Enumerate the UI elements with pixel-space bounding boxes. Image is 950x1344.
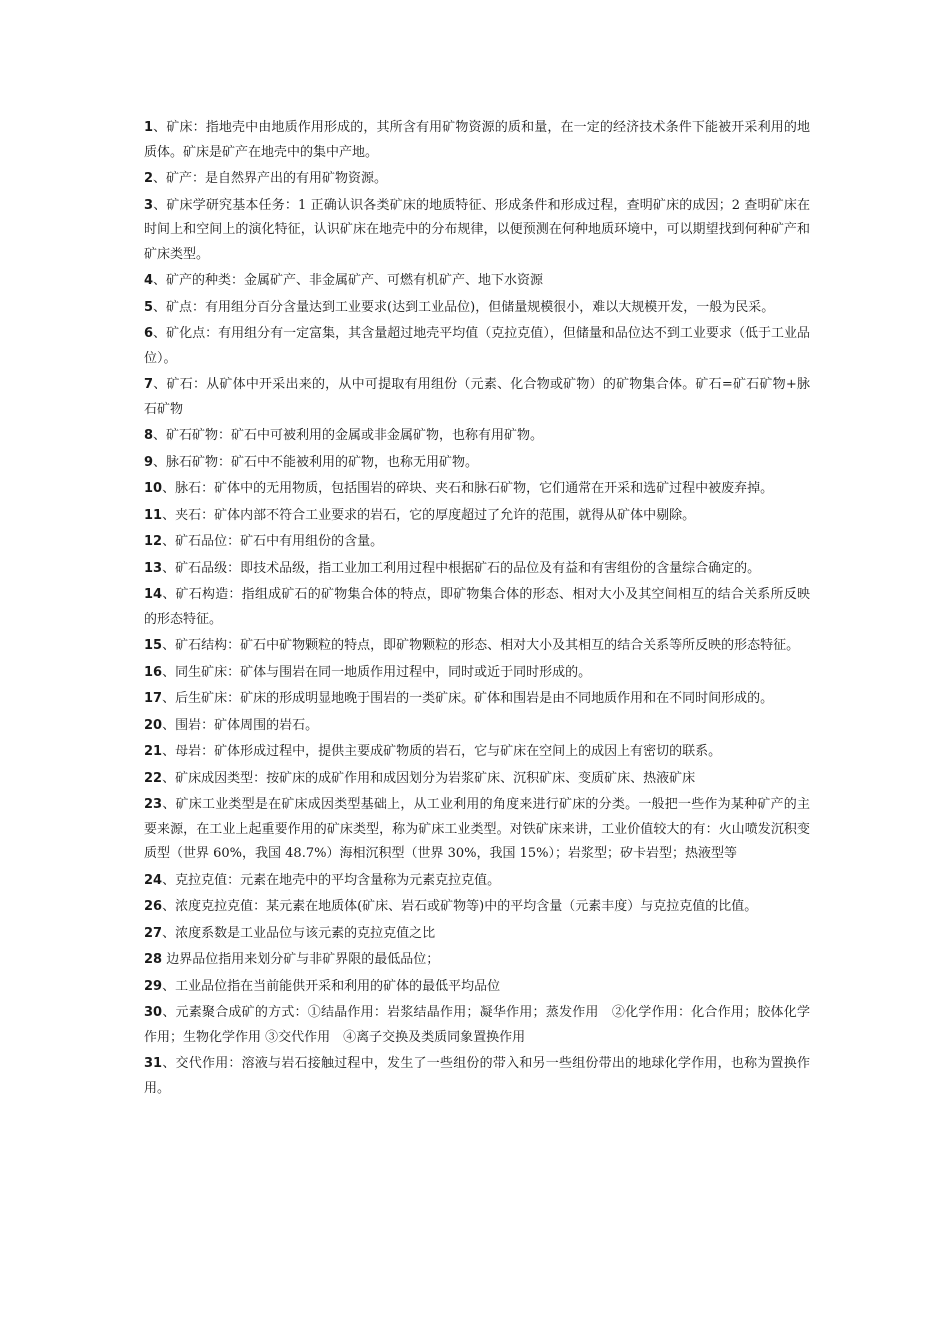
definition-entry — [144, 296, 810, 321]
entry-number: 4 — [144, 273, 154, 288]
entry-text: 、浓度系数是工业品位与该元素的克拉克值之比 — [162, 925, 436, 941]
entry-number: 23 — [144, 797, 163, 812]
definition-entry — [144, 322, 810, 371]
definition-entry — [144, 167, 810, 192]
entry-text: 、矿床成因类型：按矿床的成矿作用和成因划分为岩浆矿床、沉积矿床、变质矿床、热液矿床 — [162, 770, 696, 786]
entry-text: 、矿石品级：即技术品级，指工业加工利用过程中根据矿石的品位及有益和有害组份的含量综合确定的。 — [162, 560, 761, 576]
definition-entry — [144, 451, 810, 476]
entry-number: 30 — [144, 1005, 163, 1020]
entry-text: 、矿石构造：指组成矿石的矿物集合体的特点，即矿物集合体的形态、相对大小及其空间相互的结合关系所反映的形态特征。 — [144, 587, 810, 627]
entry-text: 、矿产：是自然界产出的有用矿物资源。 — [153, 171, 388, 186]
definition-entry — [144, 975, 810, 1000]
entry-number: 17 — [144, 691, 163, 706]
entry-text: 、浓度克拉克值：某元素在地质体(矿床、岩石或矿物等)中的平均含量（元素丰度）与克拉克值的比值。 — [162, 899, 758, 914]
entry-text: 、交代作用：溶液与岩石接触过程中，发生了一些组份的带入和另一些组份带出的地球化学作用，也称为置换作用。 — [144, 1056, 810, 1096]
entry-text: 、同生矿床：矿体与围岩在同一地质作用过程中，同时或近于同时形成的。 — [162, 664, 592, 680]
definition-entry — [144, 116, 810, 165]
entry-number: 16 — [144, 664, 163, 680]
entry-number: 22 — [144, 770, 163, 786]
entry-text: 、矿床：指地壳中由地质作用形成的，其所含有用矿物资源的质和量，在一定的经济技术条件下能被开采利用的地质体。矿床是矿产在地壳中的集中产地。 — [144, 120, 810, 160]
entry-number: 9 — [144, 454, 154, 470]
entry-text: 、夹石：矿体内部不符合工业要求的岩石，它的厚度超过了允许的范围，就得从矿体中剔除。 — [162, 507, 696, 523]
definition-entry — [144, 194, 810, 268]
definition-entry — [144, 869, 810, 894]
entry-number: 27 — [144, 925, 163, 941]
definition-entry — [144, 687, 810, 712]
entry-number: 14 — [144, 587, 163, 602]
entry-number: 10 — [144, 481, 163, 496]
definition-entry — [144, 269, 810, 294]
entry-number: 11 — [144, 507, 163, 523]
entry-number: 7 — [144, 377, 154, 392]
entry-text: 、克拉克值：元素在地壳中的平均含量称为元素克拉克值。 — [162, 872, 501, 888]
entry-number: 12 — [144, 534, 163, 549]
definition-entry — [144, 583, 810, 632]
entry-text: 、矿石：从矿体中开采出来的，从中可提取有用组份（元素、化合物或矿物）的矿物集合体。矿石=矿石矿物+脉石矿物 — [144, 377, 810, 417]
definition-entry — [144, 634, 810, 659]
definition-entry — [144, 1001, 810, 1050]
definition-entry — [144, 922, 810, 947]
entry-text: 边界品位指用来划分矿与非矿界限的最低品位； — [162, 952, 440, 967]
definition-entry — [144, 740, 810, 765]
definition-entry — [144, 948, 810, 973]
entry-text: 、矿石品位：矿石中有用组份的含量。 — [162, 534, 384, 549]
entry-number: 8 — [144, 428, 154, 443]
definition-entry — [144, 767, 810, 792]
entry-text: 、矿产的种类：金属矿产、非金属矿产、可燃有机矿产、地下水资源 — [153, 273, 544, 288]
entry-text: 、脉石：矿体中的无用物质，包括围岩的碎块、夹石和脉石矿物，它们通常在开采和选矿过程中被废弃掉。 — [162, 481, 774, 496]
entry-number: 21 — [144, 744, 163, 759]
definition-entry — [144, 661, 810, 686]
definition-entry — [144, 373, 810, 422]
entry-text: 、脉石矿物：矿石中不能被利用的矿物，也称无用矿物。 — [153, 454, 479, 470]
entry-number: 3 — [144, 197, 154, 213]
entry-number: 29 — [144, 978, 163, 994]
definition-entry — [144, 424, 810, 449]
entry-number: 13 — [144, 560, 163, 576]
entry-number: 2 — [144, 171, 154, 186]
entry-text: 、矿点：有用组分百分含量达到工业要求(达到工业品位)，但储量规模很小，难以大规模开发，一般为民采。 — [153, 299, 775, 315]
entry-text: 、矿石结构：矿石中矿物颗粒的特点，即矿物颗粒的形态、相对大小及其相互的结合关系等所反映的形态特征。 — [162, 638, 800, 653]
entry-number: 6 — [144, 326, 154, 341]
entry-number: 28 — [144, 952, 163, 967]
entry-number: 20 — [144, 717, 163, 733]
document-body — [144, 116, 810, 1103]
entry-text: 、后生矿床：矿床的形成明显地晚于围岩的一类矿床。矿体和围岩是由不同地质作用和在不同时间形成的。 — [162, 691, 774, 706]
definition-entry — [144, 477, 810, 502]
entry-number: 24 — [144, 872, 163, 888]
entry-number: 1 — [144, 120, 154, 135]
entry-text: 、矿化点：有用组分有一定富集，其含量超过地壳平均值（克拉克值），但储量和品位达不到工业要求（低于工业品位）。 — [144, 326, 810, 366]
entry-number: 5 — [144, 299, 154, 315]
entry-text: 、母岩：矿体形成过程中，提供主要成矿物质的岩石，它与矿床在空间上的成因上有密切的联系。 — [162, 744, 722, 759]
entry-number: 31 — [144, 1056, 163, 1071]
entry-text: 、工业品位指在当前能供开采和利用的矿体的最低平均品位 — [162, 978, 501, 994]
definition-entry — [144, 895, 810, 920]
definition-entry — [144, 557, 810, 582]
definition-entry — [144, 504, 810, 529]
definition-entry — [144, 714, 810, 739]
entry-text: 、元素聚合成矿的方式：①结晶作用：岩浆结晶作用；凝华作用；蒸发作用 ②化学作用：化合作用；胶体化学作用；生物化学作用 ③交代作用 ④离子交换及类质同象置换作用 — [144, 1005, 810, 1045]
entry-text: 、矿石矿物：矿石中可被利用的金属或非金属矿物，也称有用矿物。 — [153, 428, 544, 443]
definition-entry — [144, 1052, 810, 1101]
entry-text: 、围岩：矿体周围的岩石。 — [162, 717, 319, 733]
definition-entry — [144, 793, 810, 867]
entry-number: 15 — [144, 638, 163, 653]
definition-entry — [144, 530, 810, 555]
entry-text: 、矿床学研究基本任务：1 正确认识各类矿床的地质特征、形成条件和形成过程，查明矿床的成因；2 查明矿床在时间上和空间上的演化特征，认识矿床在地壳中的分布规律，以便预测在何种地质环境中，可以期望找到何种矿产和矿床类型。 — [144, 197, 810, 262]
entry-number: 26 — [144, 899, 163, 914]
entry-text: 、矿床工业类型是在矿床成因类型基础上，从工业利用的角度来进行矿床的分类。一般把一些作为某种矿产的主要来源，在工业上起重要作用的矿床类型，称为矿床工业类型。对铁矿床来讲，工业价值较大的有：火山喷发沉积变质型（世界 60%，我国 48.7%）海相沉积型（世界 30%，我国 15%）；岩浆型；矽卡岩型；热液型等 — [144, 797, 810, 861]
